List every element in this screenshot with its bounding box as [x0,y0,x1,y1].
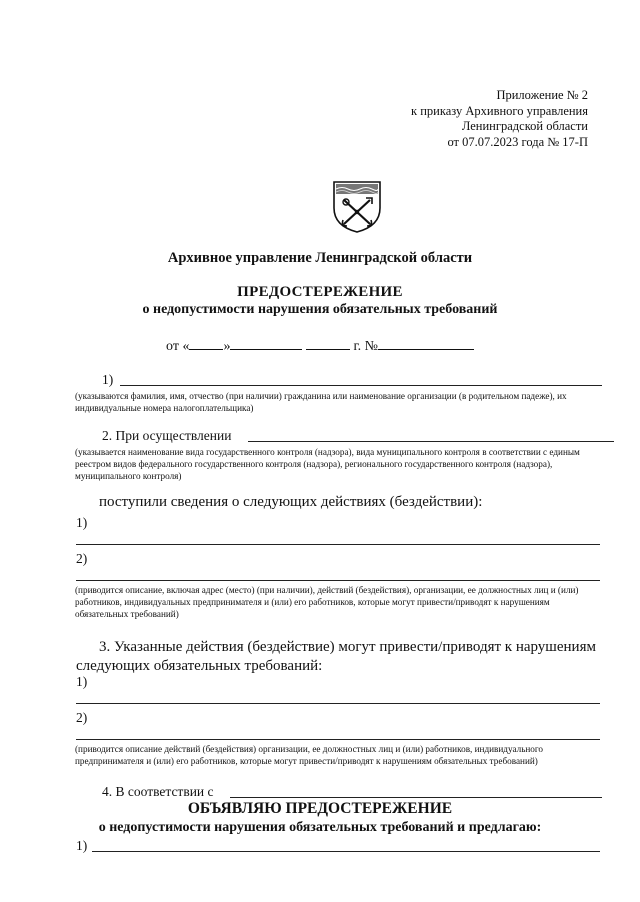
appendix-line-4: от 07.07.2023 года № 17-П [447,134,588,149]
appendix-line-2: к приказу Архивного управления [411,103,588,118]
date-close-quote: » [223,339,231,354]
month-field[interactable] [230,336,302,350]
document-subtitle: о недопустимости нарушения обязательных требований [142,302,498,317]
day-field[interactable] [189,336,223,350]
section3-item1-line[interactable] [76,703,600,704]
appendix-line-1: Приложение № 2 [496,88,588,102]
section4-label: 4. В соответствии с [102,784,214,799]
section1-number: 1) [102,372,114,387]
section1-fill-line[interactable] [120,385,602,386]
section2-fill-line[interactable] [248,441,614,442]
appendix-block [411,88,588,150]
year-number-label: г. № [353,339,378,354]
date-number-line [0,336,640,355]
section2-received-text: поступили сведения о следующих действиях (бездействии): [99,494,483,510]
organization-name: Архивное управление Ленинградской области [167,250,473,266]
section2-label: 2. При осуществлении [102,428,232,443]
section4-fill-line[interactable] [230,797,602,798]
document-number-field[interactable] [378,336,474,350]
date-prefix: от « [166,339,190,354]
section3-item2: 2) [76,710,88,725]
section3-item2-line[interactable] [76,739,600,740]
section3-label: 3. Указанные действия (бездействие) могут привести/приводят к нарушениям следующих обязательных требований: [76,639,596,674]
declare-heading: ОБЪЯВЛЯЮ ПРЕДОСТЕРЕЖЕНИЕ [187,800,453,817]
section2-item1-line[interactable] [76,544,600,545]
section2-item1: 1) [76,515,88,530]
coat-of-arms-icon [330,178,384,234]
section4-item1-line[interactable] [92,851,600,852]
appendix-line-3: Ленинградской области [461,119,588,133]
section1-hint: (указываются фамилия, имя, отчество (при наличии) гражданина или наименование организации (в родительном падеже), их индивидуальные номера налогоплательщика) [75,391,567,413]
section2-hint2: (приводится описание, включая адрес (место) (при наличии), действий (бездействия), организации, ее должностных лиц и (или) работников, индивидуальных предпринимателя и (или) его работников, которые могут привести/приводят к нарушениям обязательных требований) [75,585,579,619]
section3-hint: (приводится описание действий (бездействия) организации, ее должностных лиц и (или) работников, индивидуального предпринимателя и (или) его работников, которые могут привести/приводят к нарушениям обязательных требований) [75,744,544,766]
section2-hint: (указывается наименование вида государственного контроля (надзора), вида муниципального контроля в соответствии с единым реестром видов федерального государственного контроля (надзора), регионального государственного контроля (надзора), муниципального контроля) [75,447,580,481]
section4-item1: 1) [76,838,88,853]
section2-item2-line[interactable] [76,580,600,581]
document-title: ПРЕДОСТЕРЕЖЕНИЕ [237,284,403,300]
section3-item1: 1) [76,674,88,689]
year-field[interactable] [306,336,350,350]
section2-item2: 2) [76,551,88,566]
declare-subheading: о недопустимости нарушения обязательных требований и предлагаю: [98,820,542,835]
